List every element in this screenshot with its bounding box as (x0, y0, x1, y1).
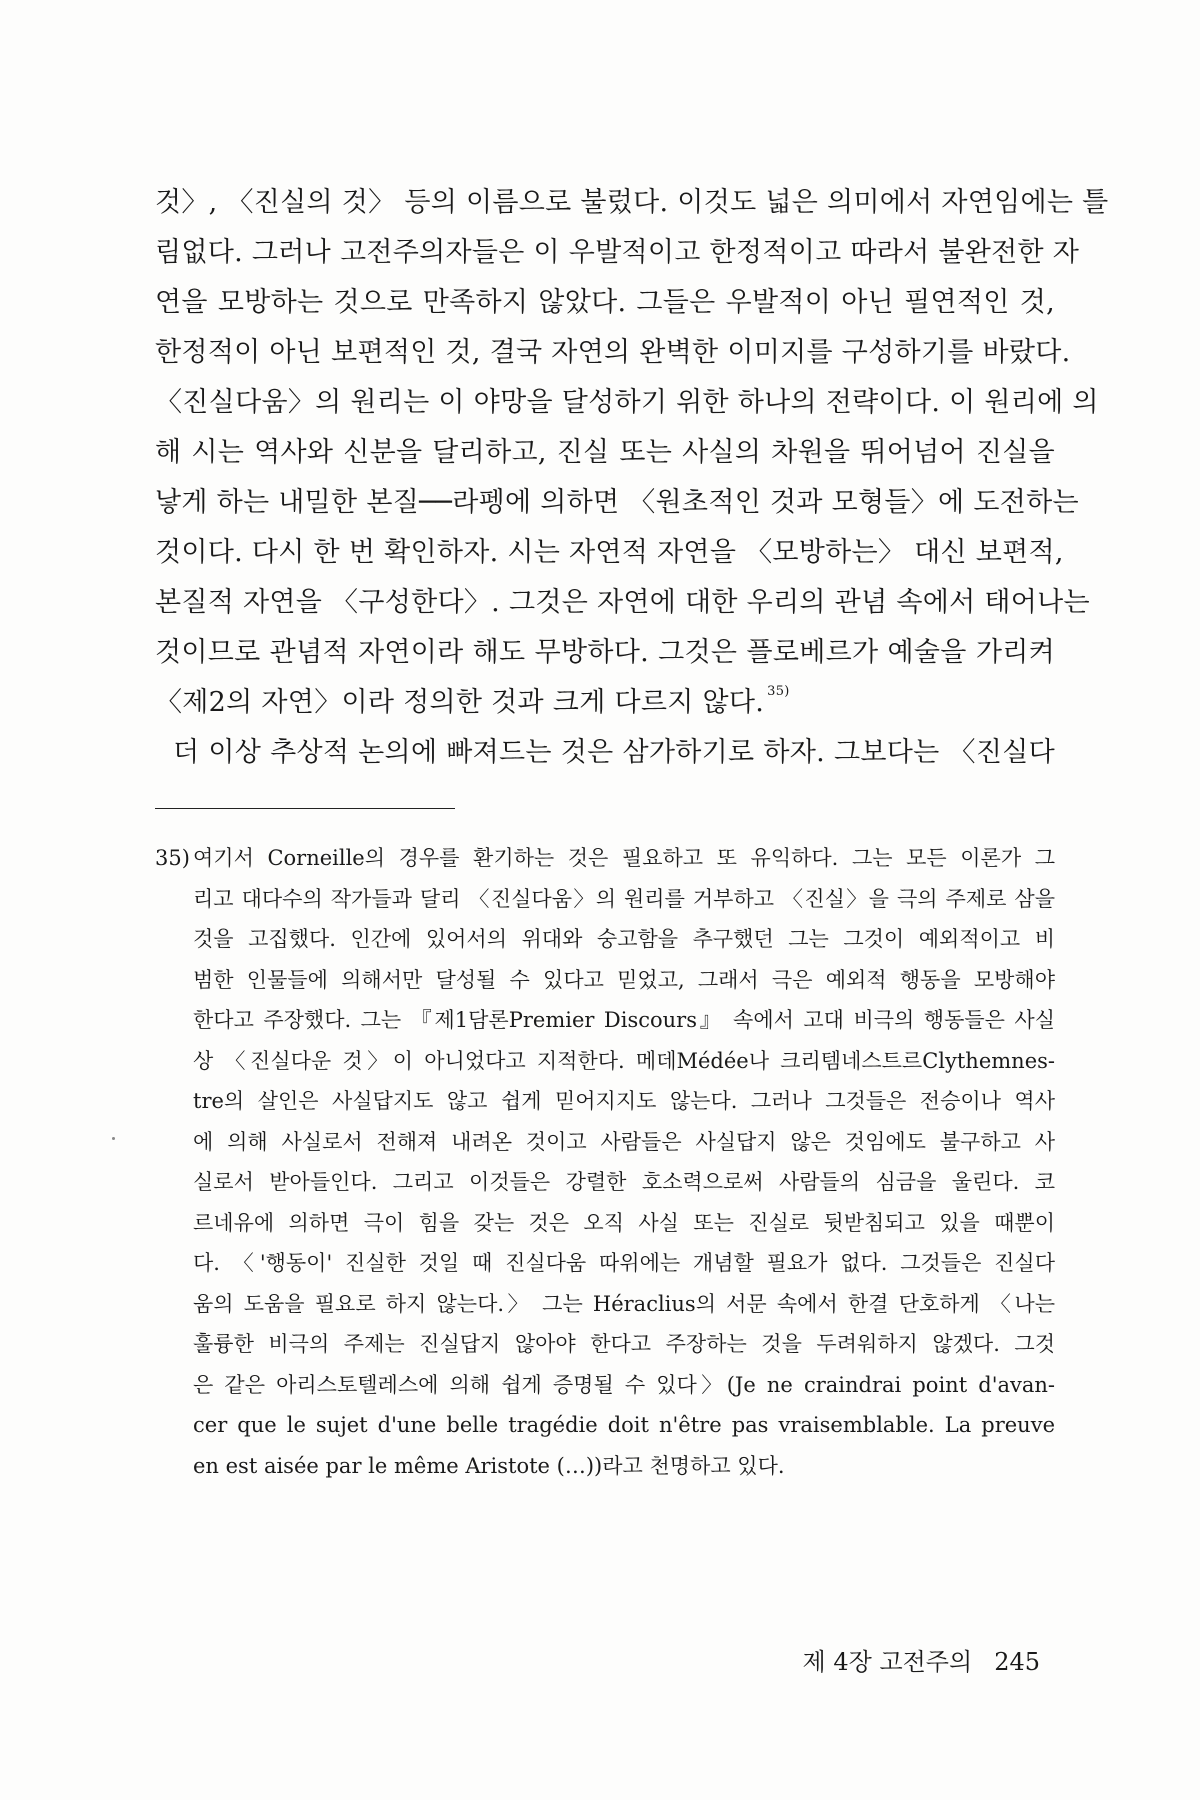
page-number: 245 (994, 1648, 1040, 1676)
footnote-line: 훌륭한 비극의 주제는 진실답지 않아야 한다고 주장하는 것을 두려워하지 않겠다. 그것 (193, 1332, 1055, 1356)
footnote-line: en est aisée par le même Aristote (…))라고 천명하고 있다. (193, 1453, 785, 1478)
footnote-line: 실로서 받아들인다. 그리고 이것들은 강렬한 호소력으로써 사람들의 심금을 울린다. 코 (193, 1170, 1055, 1194)
footnote-line: 은 같은 아리스토텔레스에 의해 쉽게 증명될 수 있다〉(Je ne craindrai point d'avan- (193, 1372, 1055, 1397)
footnote-line: 에 의해 사실로서 전해져 내려온 것이고 사람들은 사실답지 않은 것임에도 불구하고 사 (193, 1129, 1055, 1154)
body-line: 것이므로 관념적 자연이라 해도 무방하다. 그것은 플로베르가 예술을 가리켜 (155, 637, 1055, 668)
footnote (155, 838, 1055, 1486)
running-footer-chapter: 제 4장 고전주의 (802, 1648, 973, 1676)
footnote-line: 르네유에 의하면 극이 힘을 갖는 것은 오직 사실 또는 진실로 뒷받침되고 있을 때뿐이 (193, 1210, 1055, 1235)
body-line: 림없다. 그러나 고전주의자들은 이 우발적이고 한정적이고 따라서 불완전한 자 (155, 237, 1080, 268)
body-line: 본질적 자연을 〈구성한다〉. 그것은 자연에 대한 우리의 관념 속에서 태어나는 (155, 587, 1090, 618)
body-line: 한정적이 아닌 보편적인 것, 결국 자연의 완벽한 이미지를 구성하기를 바랐다. (155, 337, 1071, 368)
body-line: 해 시는 역사와 신분을 달리하고, 진실 또는 사실의 차원을 뛰어넘어 진실을 (155, 437, 1055, 468)
body-line-with-footnote-ref (155, 678, 1055, 728)
footnote-line: 범한 인물들에 의해서만 달성될 수 있다고 믿었고, 그래서 극은 예외적 행동을 모방해야 (193, 967, 1055, 992)
footnote-line: 한다고 주장했다. 그는 『제1담론Premier Discours』 속에서 고대 비극의 행동들은 사실 (193, 1008, 1055, 1032)
body-line: 〈진실다움〉의 원리는 이 야망을 달성하기 위한 하나의 전략이다. 이 원리에 의 (155, 387, 1099, 418)
page-footer (803, 1642, 1040, 1677)
footnote-line: tre의 살인은 사실답지도 않고 쉽게 믿어지지도 않는다. 그러나 그것들은 전승이나 역사 (193, 1089, 1055, 1113)
footnote-number: 35) (155, 846, 190, 870)
footnote-line: 것을 고집했다. 인간에 있어서의 위대와 숭고함을 추구했던 그는 그것이 예외적이고 비 (193, 927, 1055, 951)
body-line: 낳게 하는 내밀한 본질──라펭에 의하면 〈원초적인 것과 모형들〉에 도전하는 (155, 487, 1079, 518)
footnote-reference[interactable]: 35) (767, 684, 790, 699)
footnote-separator (155, 808, 455, 809)
body-line: 연을 모방하는 것으로 만족하지 않았다. 그들은 우발적이 아닌 필연적인 것, (155, 287, 1055, 318)
body-line: 것이다. 다시 한 번 확인하자. 시는 자연적 자연을 〈모방하는〉 대신 보편적, (155, 537, 1064, 568)
footnote-line (155, 838, 1055, 879)
footnote-line: 리고 대다수의 작가들과 달리 〈진실다움〉의 원리를 거부하고 〈진실〉을 극의 주제로 삼을 (193, 886, 1055, 911)
paragraph-first-line: 더 이상 추상적 논의에 빠져드는 것은 삼가하기로 하자. 그보다는 〈진실다 (173, 737, 1055, 768)
footnote-line: 다. 〈'행동이' 진실한 것일 때 진실다움 따위에는 개념할 필요가 없다. 그것들은 진실다 (193, 1251, 1055, 1275)
footnote-line: cer que le sujet d'une belle tragédie doit n'être pas vraisemblable. La preuve (193, 1413, 1055, 1437)
body-line: 것〉, 〈진실의 것〉 등의 이름으로 불렀다. 이것도 넓은 의미에서 자연임에는 틀 (155, 187, 1109, 218)
body-text (155, 178, 1109, 778)
body-line-text: 〈제2의 자연〉이라 정의한 것과 크게 다르지 않다. (155, 687, 765, 718)
footnote-line: 움의 도움을 필요로 하지 않는다.〉 그는 Héraclius의 서문 속에서 한결 단호하게 〈나는 (193, 1291, 1055, 1316)
margin-mark (112, 1137, 115, 1140)
footnote-line-text: 여기서 Corneille의 경우를 환기하는 것은 필요하고 또 유익하다. 그는 모든 이론가 그 (193, 846, 1055, 870)
footnote-line: 상 〈진실다운 것〉이 아니었다고 지적한다. 메데Médée나 크리템네스트르Clythemnes- (193, 1048, 1055, 1073)
